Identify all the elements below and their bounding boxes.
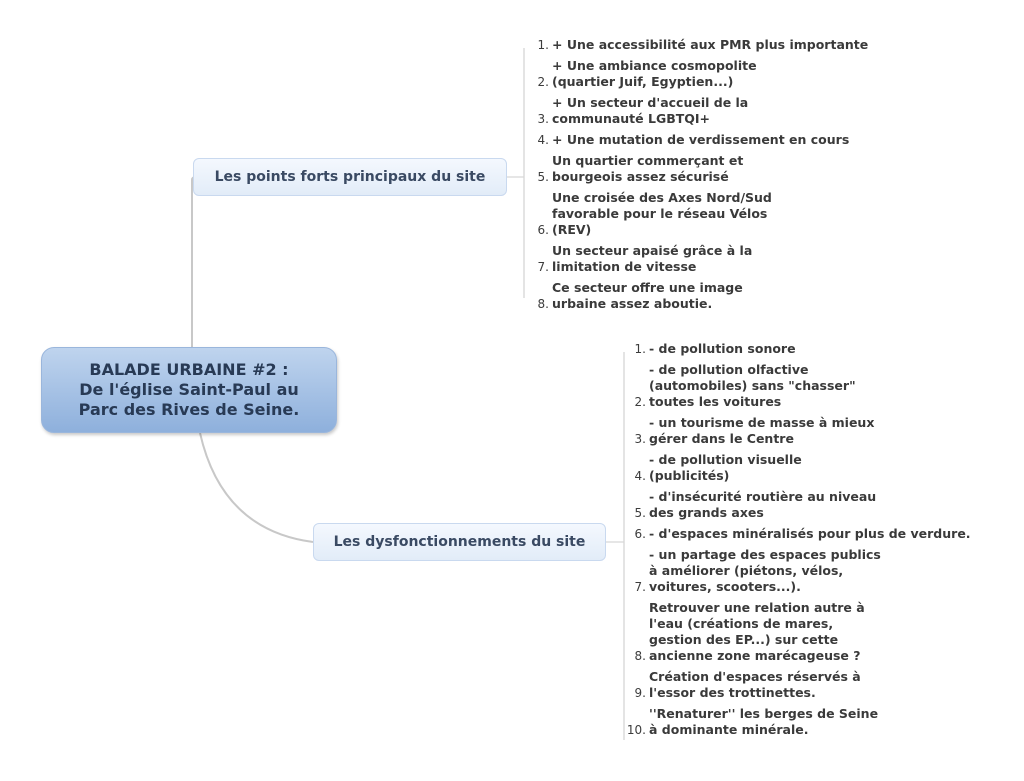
branch-strengths-label: Les points forts principaux du site	[214, 169, 486, 185]
item-number: 1.	[634, 342, 646, 356]
connector-root-to-dysfunctions	[200, 433, 313, 542]
item-number: 9.	[634, 686, 646, 700]
item-text: Création d'espaces réservés à l'essor des trottinettes.	[649, 669, 861, 700]
list-item[interactable]	[524, 37, 868, 53]
item-number: 6.	[634, 527, 646, 541]
list-item[interactable]	[524, 95, 868, 127]
list-item[interactable]	[624, 669, 971, 701]
item-number: 10.	[626, 723, 646, 737]
item-number: 4.	[634, 469, 646, 483]
list-item[interactable]	[624, 526, 971, 542]
list-item[interactable]	[624, 600, 971, 664]
item-text: + Une mutation de verdissement en cours	[552, 132, 850, 147]
item-text: - un tourisme de masse à mieux gérer dans le Centre	[649, 415, 875, 446]
item-number: 5.	[537, 170, 549, 184]
list-item[interactable]	[624, 452, 971, 484]
strengths-list	[524, 37, 868, 317]
item-number: 7.	[537, 260, 549, 274]
item-text: + Une ambiance cosmopolite (quartier Juif, Egyptien...)	[552, 58, 757, 89]
list-item[interactable]	[524, 243, 868, 275]
item-number: 1.	[537, 38, 549, 52]
list-item[interactable]	[524, 280, 868, 312]
item-text: Retrouver une relation autre à l'eau (créations de mares, gestion des EP...) sur cette ancienne zone marécageuse ?	[649, 600, 865, 663]
item-text: - d'insécurité routière au niveau des grands axes	[649, 489, 877, 520]
central-topic[interactable]	[41, 347, 337, 433]
item-text: + Un secteur d'accueil de la communauté LGBTQI+	[552, 95, 749, 126]
list-item[interactable]	[624, 706, 971, 738]
item-number: 3.	[634, 432, 646, 446]
dysfunctions-list	[624, 341, 971, 743]
item-number: 2.	[537, 75, 549, 89]
list-item[interactable]	[624, 362, 971, 410]
item-number: 8.	[634, 649, 646, 663]
central-topic-line-2: De l'église Saint-Paul au	[79, 380, 299, 399]
list-item[interactable]	[524, 153, 868, 185]
item-text: Une croisée des Axes Nord/Sud favorable pour le réseau Vélos (REV)	[552, 190, 772, 237]
item-text: ''Renaturer'' les berges de Seine à dominante minérale.	[649, 706, 879, 737]
central-topic-line-3: Parc des Rives de Seine.	[78, 400, 300, 419]
item-text: - de pollution sonore	[649, 341, 796, 356]
item-text: Un secteur apaisé grâce à la limitation de vitesse	[552, 243, 753, 274]
branch-dysfunctions[interactable]	[313, 523, 606, 561]
central-topic-title	[79, 360, 300, 420]
connector-root-to-strengths	[192, 177, 196, 347]
list-item[interactable]	[524, 190, 868, 238]
list-item[interactable]	[624, 489, 971, 521]
item-text: - d'espaces minéralisés pour plus de verdure.	[649, 526, 971, 541]
list-item[interactable]	[624, 547, 971, 595]
item-text: - de pollution olfactive (automobiles) sans "chasser" toutes les voitures	[649, 362, 856, 409]
item-text: - un partage des espaces publics à améliorer (piétons, vélos, voitures, scooters...).	[649, 547, 881, 594]
branch-dysfunctions-label: Les dysfonctionnements du site	[333, 534, 586, 550]
item-number: 5.	[634, 506, 646, 520]
item-text: - de pollution visuelle (publicités)	[649, 452, 802, 483]
item-number: 7.	[634, 580, 646, 594]
central-topic-line-1: BALADE URBAINE #2 :	[89, 360, 289, 379]
list-item[interactable]	[624, 415, 971, 447]
list-item[interactable]	[524, 58, 868, 90]
item-number: 2.	[634, 395, 646, 409]
item-number: 4.	[537, 133, 549, 147]
list-item[interactable]	[624, 341, 971, 357]
item-text: + Une accessibilité aux PMR plus importante	[552, 37, 869, 52]
item-text: Ce secteur offre une image urbaine assez aboutie.	[552, 280, 743, 311]
item-number: 6.	[537, 223, 549, 237]
item-text: Un quartier commerçant et bourgeois assez sécurisé	[552, 153, 744, 184]
list-item[interactable]	[524, 132, 868, 148]
branch-strengths[interactable]	[193, 158, 507, 196]
item-number: 8.	[537, 297, 549, 311]
item-number: 3.	[537, 112, 549, 126]
